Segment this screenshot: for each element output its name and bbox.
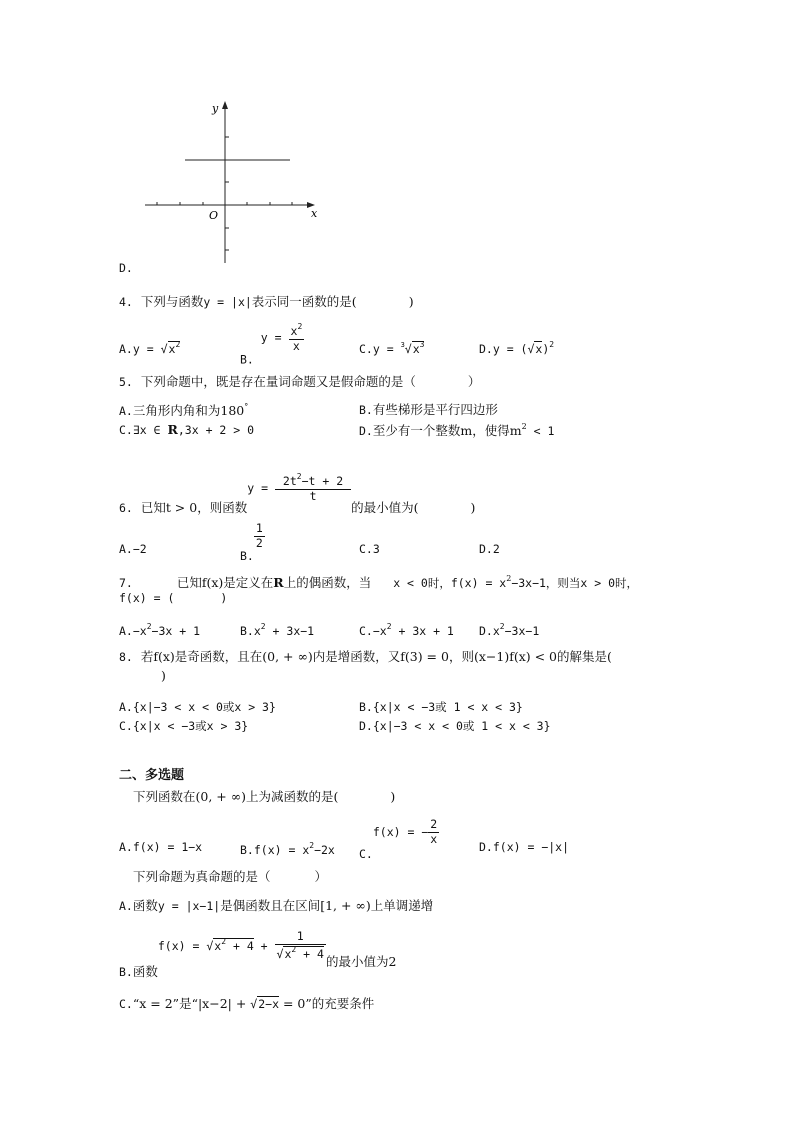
q6-stem: 6. 已知t > 0，则函数y = $\frac{2t^2-t + 2}{t}$ 的最小值为( )	[119, 472, 476, 515]
q8-option-c: C.{x|x < −3或x > 3}	[119, 719, 249, 733]
q5-stem: 5. 下列命题中，既是存在量词命题又是假命题的是（ ）	[119, 374, 481, 389]
q6-option-c: C.3	[359, 542, 380, 556]
q6-option-a: A.−2	[119, 542, 147, 556]
q6-option-d: D.2	[479, 542, 500, 556]
m2-option-a: A.函数y = |x−1|是偶函数且在区间[1, + ∞)上单调递增	[119, 898, 434, 913]
y-axis-arrow	[222, 101, 228, 109]
m1-option-b: $B.f(x) = x^2-2x$	[240, 841, 335, 857]
q4-option-c: $C.y = ^3√x^3$	[359, 340, 425, 356]
q8-option-a: A.{x|−3 < x < 0或x > 3}	[119, 700, 276, 714]
section-title-multiple-choice: 二、多选题	[119, 768, 185, 783]
q7-option-b: $B.x^2 + 3x-1$	[240, 622, 315, 638]
q4-option-d: $D.y = (√x)^2$	[479, 340, 555, 356]
m1-stem: 下列函数在(0, + ∞)上为减函数的是( )	[133, 789, 396, 804]
q3-option-d-label: D.	[119, 261, 133, 275]
q7-option-d: $D.x^2-3x-1$	[479, 622, 540, 638]
q8-option-b: B.{x|x < −3或 1 < x < 3}	[359, 700, 523, 714]
origin-label: O	[209, 209, 219, 222]
y-axis-label: y	[212, 102, 219, 115]
m2-option-c: C.“x = 2”是“|x−2| + √2−x = 0”的充要条件	[119, 996, 375, 1011]
m1-option-d: D.f(x) = −|x|	[479, 840, 570, 854]
q8-option-d: D.{x|−3 < x < 0或 1 < x < 3}	[359, 719, 551, 733]
q6-option-b: B. $\frac{1}{2}$	[240, 521, 263, 563]
q4-option-a: $A.y = √x^2$	[119, 340, 181, 356]
q7-line2: f(x) = ( )	[119, 591, 228, 605]
q5-option-a: A.三角形内角和为180°	[119, 402, 249, 418]
m1-option-a: A.f(x) = 1−x	[119, 840, 203, 854]
q7-option-a: $A.-x^2-3x + 1$	[119, 622, 201, 638]
q5-option-d: D.至少有一个整数m，使得$m^2 < 1$	[359, 422, 555, 438]
m1-option-c: C.f(x) = − $\frac{2}{x}$	[359, 817, 438, 861]
q7-stem: 7. 已知f(x)是定义在R上的偶函数，当 x < 0时，$f(x) = x^2-3x-1$，则当x > 0时，	[119, 574, 639, 590]
x-axis-label: x	[311, 207, 318, 220]
q5-option-b: B.有些梯形是平行四边形	[359, 402, 498, 417]
m2-stem: 下列命题为真命题的是（ ）	[133, 869, 328, 884]
q5-option-c: C.∃x ∈ R,3x + 2 > 0	[119, 422, 255, 437]
q4-stem: 4. 下列与函数y = |x|表示同一函数的是( )	[119, 294, 414, 309]
m2-option-b: B.函数$f(x) = √x^2 + 4$ + $\frac{1}{√x^2 + 4}$ 的最小值为2	[119, 929, 397, 979]
q8-stem: 8. 若f(x)是奇函数，且在(0, + ∞)内是增函数，又f(3) = 0，则(x−1)f(x) < 0的解集是(	[119, 649, 612, 664]
q8-stem-close: )	[161, 668, 166, 683]
q7-option-c: $C.-x^2 + 3x + 1$	[359, 622, 454, 638]
q4-option-b: B. y = $\frac{x^2}{x}$	[240, 322, 303, 367]
function-graph	[140, 95, 330, 265]
